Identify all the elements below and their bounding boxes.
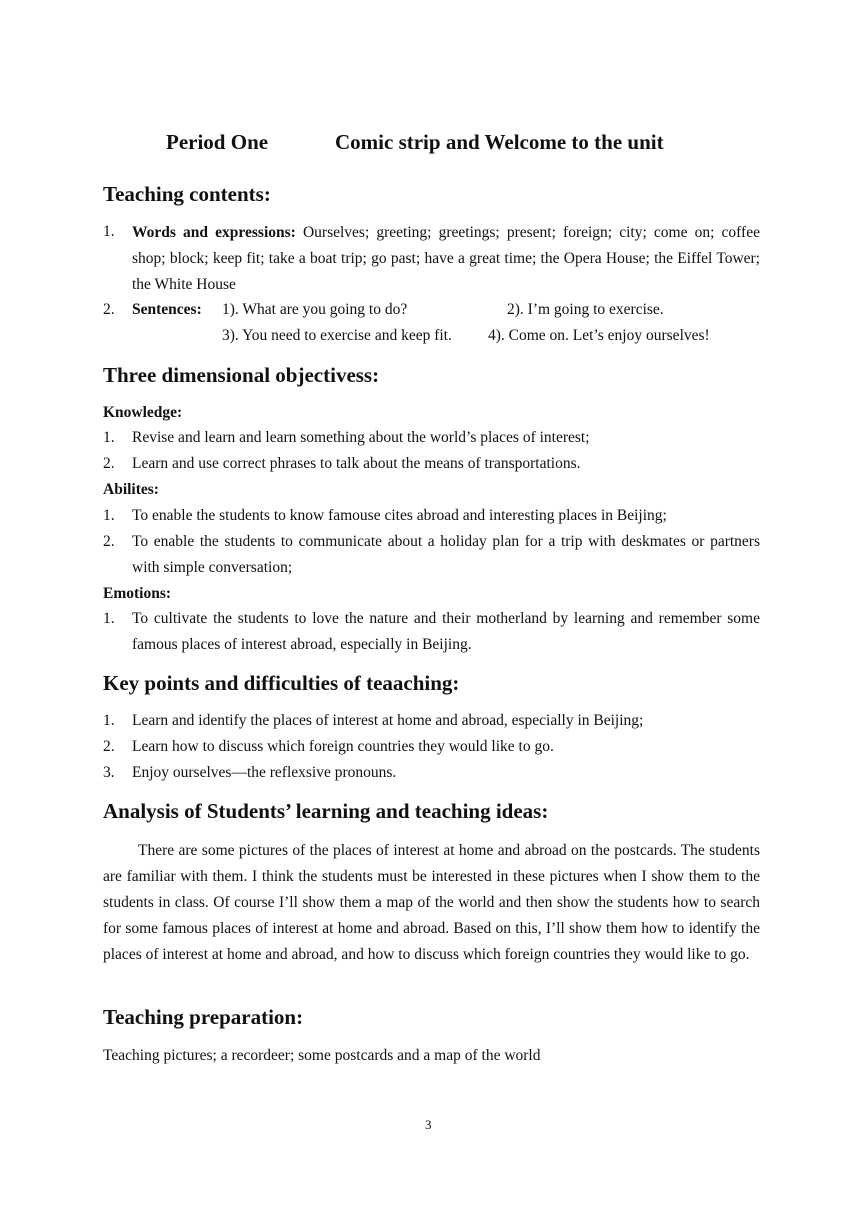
knowledge-item: Revise and learn and learn something about the world’s places of interest;	[132, 429, 590, 446]
analysis-paragraph: There are some pictures of the places of interest at home and abroad on the postcards. The students are familiar with them. I think the students must be interested in these pictures when I show them to the students in class. Of course I’ll show them a map of the world and then show the students how to search for some famous places of interest at home and abroad. Based on this, I’ll show them how to identify the places of interest at home and abroad, and how to discuss which foreign countries they would like to go.	[103, 842, 760, 963]
key-points-heading: Key points and difficulties of teaaching:	[103, 671, 460, 695]
words-expressions-item	[132, 220, 760, 298]
knowledge-item: Learn and use correct phrases to talk about the means of transportations.	[132, 455, 581, 472]
list-number: 1.	[103, 429, 115, 446]
words-expressions-text: Ourselves; greeting; greetings; present; foreign; city; come on; coffee shop; block; keep fit; take a boat trip; go past; have a great time; the Opera House; the Eiffel Tower; the White House	[132, 224, 760, 293]
abilities-item: To enable the students to communicate about a holiday plan for a trip with deskmates or partners with simple conversation;	[132, 533, 760, 576]
page-number: 3	[425, 1117, 432, 1132]
words-expressions-label: Words and expressions:	[132, 224, 296, 241]
sentence-4: 4). Come on. Let’s enjoy ourselves!	[488, 327, 710, 344]
list-number: 2.	[103, 533, 115, 550]
objectives-heading: Three dimensional objectivess:	[103, 363, 380, 387]
knowledge-label: Knowledge:	[103, 404, 183, 421]
sentence-2: 2). I’m going to exercise.	[507, 301, 664, 318]
list-number: 3.	[103, 764, 115, 781]
sentence-3: 3). You need to exercise and keep fit.	[222, 327, 452, 344]
abilities-item: To enable the students to know famouse cites abroad and interesting places in Beijing;	[132, 507, 667, 524]
preparation-text: Teaching pictures; a recordeer; some postcards and a map of the world	[103, 1047, 541, 1064]
key-point-item: Learn and identify the places of interest at home and abroad, especially in Beijing;	[132, 712, 644, 729]
preparation-heading: Teaching preparation:	[103, 1005, 304, 1029]
abilities-label: Abilites:	[103, 481, 159, 498]
analysis-heading: Analysis of Students’ learning and teaching ideas:	[103, 799, 549, 823]
key-point-item: Enjoy ourselves—the reflexsive pronouns.	[132, 764, 397, 781]
emotions-item: To cultivate the students to love the nature and their motherland by learning and remember some famous places of interest abroad, especially in Beijing.	[132, 610, 760, 653]
key-point-item: Learn how to discuss which foreign countries they would like to go.	[132, 738, 554, 755]
list-number: 2.	[103, 455, 115, 472]
sentence-1: 1). What are you going to do?	[222, 301, 408, 318]
sentences-label: Sentences:	[132, 301, 202, 318]
teaching-contents-heading: Teaching contents:	[103, 182, 271, 206]
list-number: 1.	[103, 507, 115, 524]
list-number: 1.	[103, 610, 115, 627]
emotions-label: Emotions:	[103, 585, 172, 602]
list-number: 1.	[103, 223, 115, 240]
list-number: 1.	[103, 712, 115, 729]
period-label: Period One	[166, 130, 269, 154]
list-number: 2.	[103, 738, 115, 755]
page-title: Comic strip and Welcome to the unit	[335, 130, 664, 154]
list-number: 2.	[103, 301, 115, 318]
